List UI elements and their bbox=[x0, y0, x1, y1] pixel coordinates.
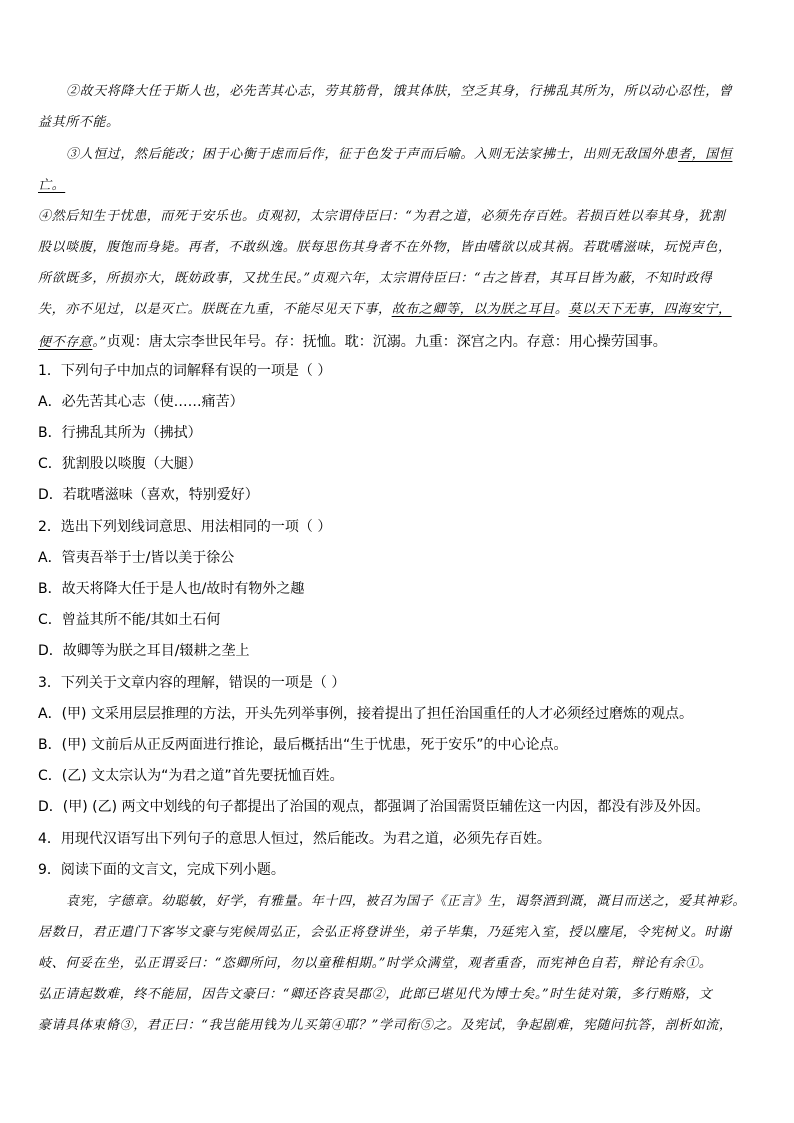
question-3: 3．下列关于文章内容的理解，错误的一项是（ ） bbox=[38, 675, 346, 691]
passage-b-quote-close: 。” bbox=[92, 335, 107, 350]
passage-b-underlined-2: 莫以天下无事，四海安宁， bbox=[568, 302, 732, 317]
passage-b-line2: 股以啖腹，腹饱而身毙。再者，不敢纵逸。朕每思伤其身者不在外物，皆由嗜欲以成其祸。若耽嗜滋味，玩悦声色， bbox=[38, 240, 732, 255]
passage-b-line3: 所欲既多，所损亦大，既妨政事，又扰生民。”贞观六年，太宗谓侍臣曰：“古之皆君，其耳目皆为蔽，不知时政得 bbox=[38, 271, 713, 286]
question-4: 4．用现代汉语写出下列句子的意思人恒过，然后能改。为君之道，必须先存百姓。 bbox=[38, 831, 551, 847]
question-1: 1．下列句子中加点的词解释有误的一项是（ ） bbox=[38, 363, 332, 379]
passage-b-underlined-3: 便不存意 bbox=[38, 335, 93, 350]
passage-a-p3-underlined: 者，国恒 bbox=[678, 147, 733, 162]
question-2-option-d: D．故卿等为朕之耳目/辍耕之垄上 bbox=[38, 643, 250, 659]
passage-b-line4-text: 失，亦不见过，以是灭亡。朕既在九重，不能尽见天下事， bbox=[38, 302, 392, 317]
passage-b-line4-punct: 。 bbox=[554, 302, 569, 317]
passage-c-line3: 岐、何妥在坐，弘正谓妥曰：“恣卿所问，勿以童稚相期。”时学众满堂，观者重沓，而宪神色自若，辩论有余①。 bbox=[38, 956, 713, 971]
passage-b-line4 bbox=[38, 301, 732, 319]
question-1-option-d: D．若耽嗜滋味（喜欢，特别爱好） bbox=[38, 487, 259, 503]
passage-c-line1: 袁宪，字德章。幼聪敏，好学，有雅量。年十四，被召为国子《正言》生，谒祭酒到溉，溉目而送之，爱其神彩。 bbox=[66, 894, 747, 909]
passage-c-line4: 弘正请起数难，终不能屈，因告文豪曰：“卿还咨袁吴郡②，此郎已堪见代为博士矣。”时生徒对策，多行贿赂，文 bbox=[38, 987, 713, 1002]
question-2: 2．选出下列划线词意思、用法相同的一项（ ） bbox=[38, 519, 332, 535]
passage-a-p2-line1: ②故天将降大任于斯人也，必先苦其心志，劳其筋骨，饿其体肤，空乏其身，行拂乱其所为，所以动心忍性，曾 bbox=[66, 84, 733, 99]
question-3-option-a: A．(甲) 文采用层层推理的方法，开头先列举事例，接着提出了担任治国重任的人才必须经过磨炼的观点。 bbox=[38, 706, 693, 722]
question-2-option-b: B．故天将降大任于是人也/故时有物外之趣 bbox=[38, 581, 305, 597]
question-3-option-d: D．(甲) (乙) 两文中划线的句子都提出了治国的观点，都强调了治国需贤臣辅佐这一内因，都没有涉及外因。 bbox=[38, 799, 710, 815]
passage-b-line1: ④然后知生于忧患，而死于安乐也。贞观初，太宗谓侍臣曰：“为君之道，必须先存百姓。若损百姓以奉其身，犹割 bbox=[38, 209, 726, 224]
question-1-option-b: B．行拂乱其所为（拂拭） bbox=[38, 425, 202, 441]
passage-a-p3-text: ③人恒过，然后能改；困于心衡于虑而后作，征于色发于声而后喻。入则无法家拂士，出则无敌国外患 bbox=[66, 147, 679, 162]
passage-b-underlined-1: 故布之卿等，以为朕之耳目 bbox=[391, 302, 555, 317]
passage-c-line5: 豪请具体束脩③，君正曰：“我岂能用钱为儿买第④耶？”学司衔⑤之。及宪试，争起剧难，宪随问抗答，剖析如流， bbox=[38, 1018, 733, 1033]
passage-b-line5 bbox=[38, 332, 667, 352]
passage-a-p3-line1 bbox=[66, 146, 732, 164]
question-3-option-b: B．(甲) 文前后从正反两面进行推论，最后概括出“生于忧患，死于安乐”的中心论点。 bbox=[38, 737, 568, 753]
question-9: 9．阅读下面的文言文，完成下列小题。 bbox=[38, 862, 285, 878]
question-1-option-c: C．犹割股以啖腹（大腿） bbox=[38, 456, 202, 472]
question-3-option-c: C．(乙) 文太宗认为“为君之道”首先要抚恤百姓。 bbox=[38, 768, 344, 784]
question-2-option-a: A．管夷吾举于士/皆以美于徐公 bbox=[38, 550, 235, 566]
passage-a-p3-line2: 亡。 bbox=[38, 178, 66, 193]
question-2-option-c: C．曾益其所不能/其如土石何 bbox=[38, 612, 221, 628]
passage-a-p2-line2: 益其所不能。 bbox=[38, 115, 120, 130]
passage-b-notes: 贞观：唐太宗李世民年号。存：抚恤。耽：沉溺。九重：深宫之内。存意：用心操劳国事。 bbox=[106, 334, 667, 350]
question-1-option-a: A．必先苦其心志（使……痛苦） bbox=[38, 394, 244, 410]
passage-c-line2: 居数日，君正遣门下客岑文豪与宪候周弘正，会弘正将登讲坐，弟子毕集，乃延宪入室，授以麈尾，令宪树义。时谢 bbox=[38, 925, 732, 940]
